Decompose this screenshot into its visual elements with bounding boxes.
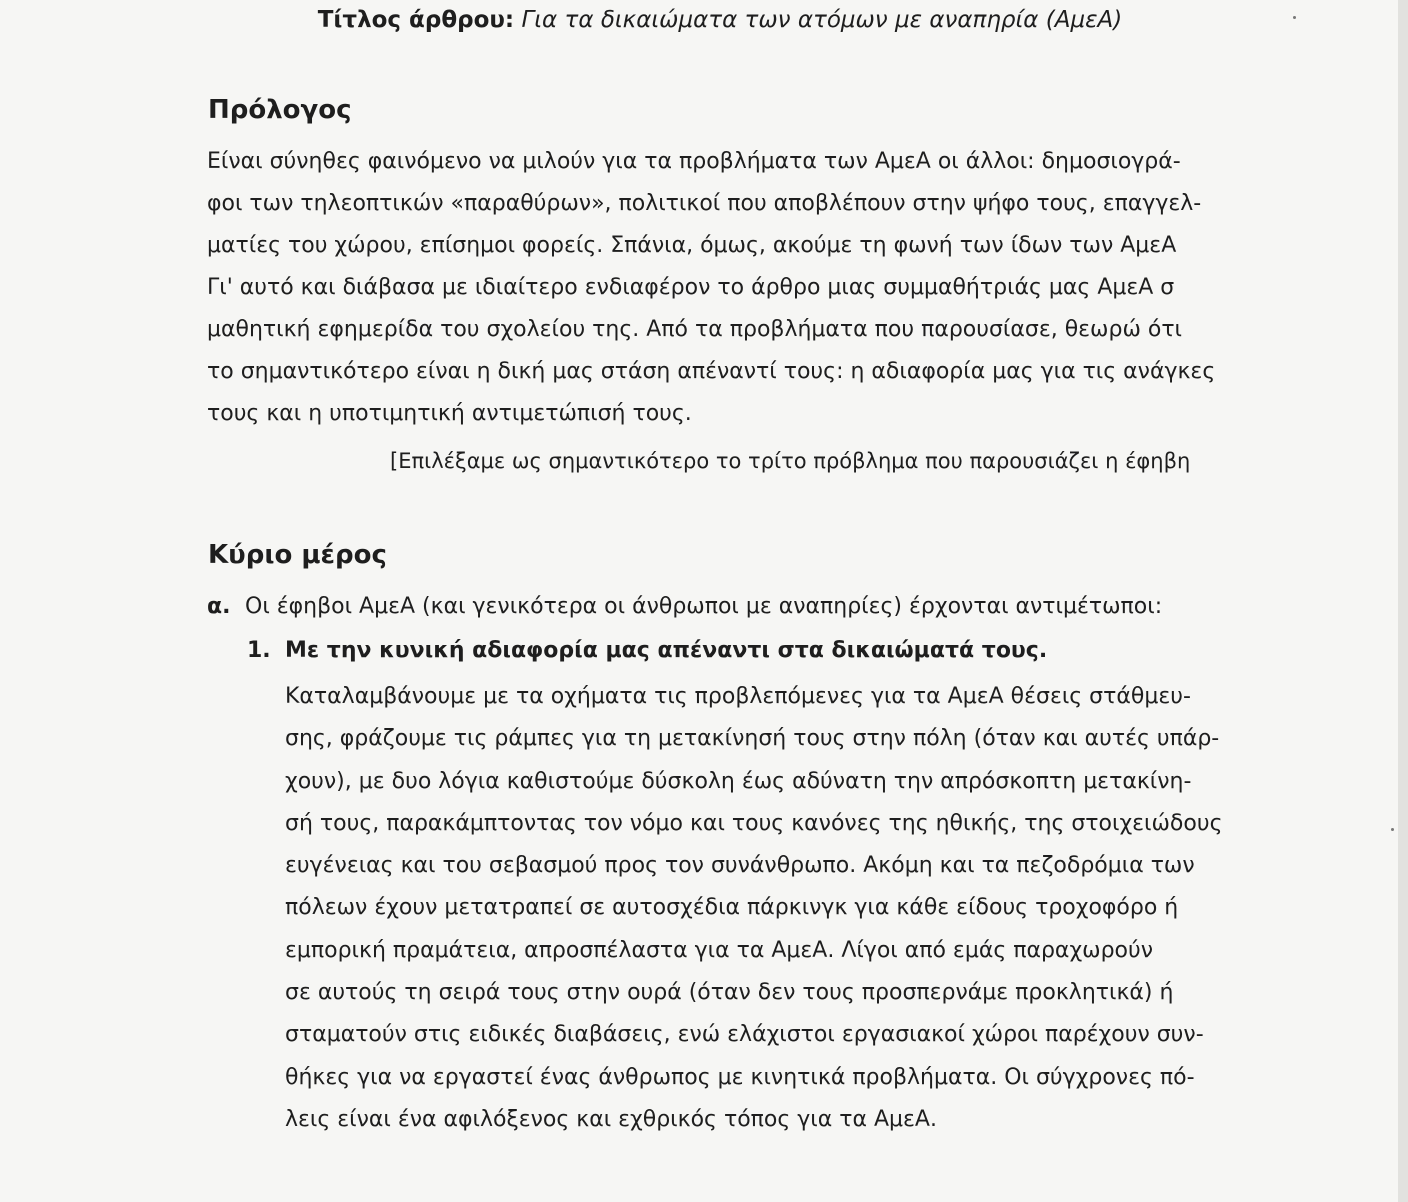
article-title-value: Για τα δικαιώματα των ατόμων με αναπηρία (ΑμεΑ) (521, 7, 1123, 33)
prologue-line: μαθητική εφημερίδα του σχολείου της. Από τα προβλήματα που παρουσίασε, θεωρώ ότι (207, 317, 1183, 342)
page-edge (1398, 0, 1408, 1202)
body-line: ευγένειας και του σεβασμού προς τον συνάνθρωπο. Ακόμη και τα πεζοδρόμια των (285, 853, 1195, 879)
body-line: σή τους, παρακάμπτοντας τον νόμο και τους κανόνες της ηθικής, της στοιχειώδους (285, 810, 1223, 836)
body-line: Καταλαμβάνουμε με τα οχήματα τις προβλεπόμενες για τα ΑμεΑ θέσεις στάθμευ- (285, 684, 1191, 709)
prologue-line: τους και η υποτιμητική αντιμετώπισή τους. (207, 401, 692, 426)
body-line: εμπορική πραμάτεια, απροσπέλαστα για τα ΑμεΑ. Λίγοι από εμάς παραχωρούν (285, 937, 1154, 963)
main-body-paragraph (285, 676, 1233, 1141)
body-line: σης, φράζουμε τις ράμπες για τη μετακίνησή τους στην πόλη (όταν και αυτές υπάρ- (285, 726, 1220, 752)
list-item-1-title: Με την κυνική αδιαφορία μας απέναντι στα δικαιώματά τους. (285, 638, 1048, 663)
prologue-paragraph (207, 141, 1233, 435)
body-line: λεις είναι ένα αφιλόξενος και εχθρικός τόπος για τα ΑμεΑ. (285, 1106, 937, 1132)
prologue-line: Γι' αυτό και διάβασα με ιδιαίτερο ενδιαφέρον το άρθρο μιας συμμαθήτριάς μας ΑμεΑ σ (207, 275, 1175, 300)
body-line: σε αυτούς τη σειρά τους στην ουρά (όταν δεν τους προσπερνάμε προκλητικά) ή (285, 980, 1174, 1006)
body-line: θήκες για να εργαστεί ένας άνθρωπος με κινητικά προβλήματα. Οι σύγχρονες πό- (285, 1064, 1195, 1090)
prologue-line: ματίες του χώρου, επίσημοι φορείς. Σπάνια, όμως, ακούμε τη φωνή των ίδων των ΑμεΑ (207, 233, 1177, 258)
prologue-note: [Επιλέξαμε ως σημαντικότερο το τρίτο πρόβλημα που παρουσιάζει η έφηβη (390, 449, 1191, 473)
list-item-1 (247, 631, 1047, 671)
prologue-line: Είναι σύνηθες φαινόμενο να μιλούν για τα προβλήματα των ΑμεΑ οι άλλοι: δημοσιογρά- (207, 149, 1181, 174)
speck-mark (1391, 828, 1394, 831)
article-title (0, 4, 1408, 36)
list-number-1: 1. (247, 638, 271, 663)
body-line: χουν), με δυο λόγια καθιστούμε δύσκολη έως αδύνατη την απρόσκοπτη μετακίνη- (285, 768, 1192, 794)
list-marker-a: α. (207, 594, 231, 619)
body-line: πόλεων έχουν μετατραπεί σε αυτοσχέδια πάρκινγκ για κάθε είδους τροχοφόρο ή (285, 895, 1179, 921)
list-item-a-text: Οι έφηβοι ΑμεΑ (και γενικότερα οι άνθρωποι με αναπηρίες) έρχονται αντιμέτωποι: (245, 594, 1163, 619)
main-heading: Κύριο μέρος (208, 540, 387, 570)
article-title-label: Τίτλος άρθρου: (317, 7, 515, 33)
list-item-a (207, 587, 1162, 627)
prologue-line: φοι των τηλεοπτικών «παραθύρων», πολιτικοί που αποβλέπουν στην ψήφο τους, επαγγελ- (207, 191, 1202, 216)
prologue-heading: Πρόλογος (208, 95, 352, 125)
speck-mark (1293, 16, 1296, 19)
prologue-line: το σημαντικότερο είναι η δική μας στάση απέναντί τους: η αδιαφορία μας για τις ανάγκες (207, 359, 1216, 384)
body-line: σταματούν στις ειδικές διαβάσεις, ενώ ελάχιστοι εργασιακοί χώροι παρέχουν συν- (285, 1022, 1204, 1048)
